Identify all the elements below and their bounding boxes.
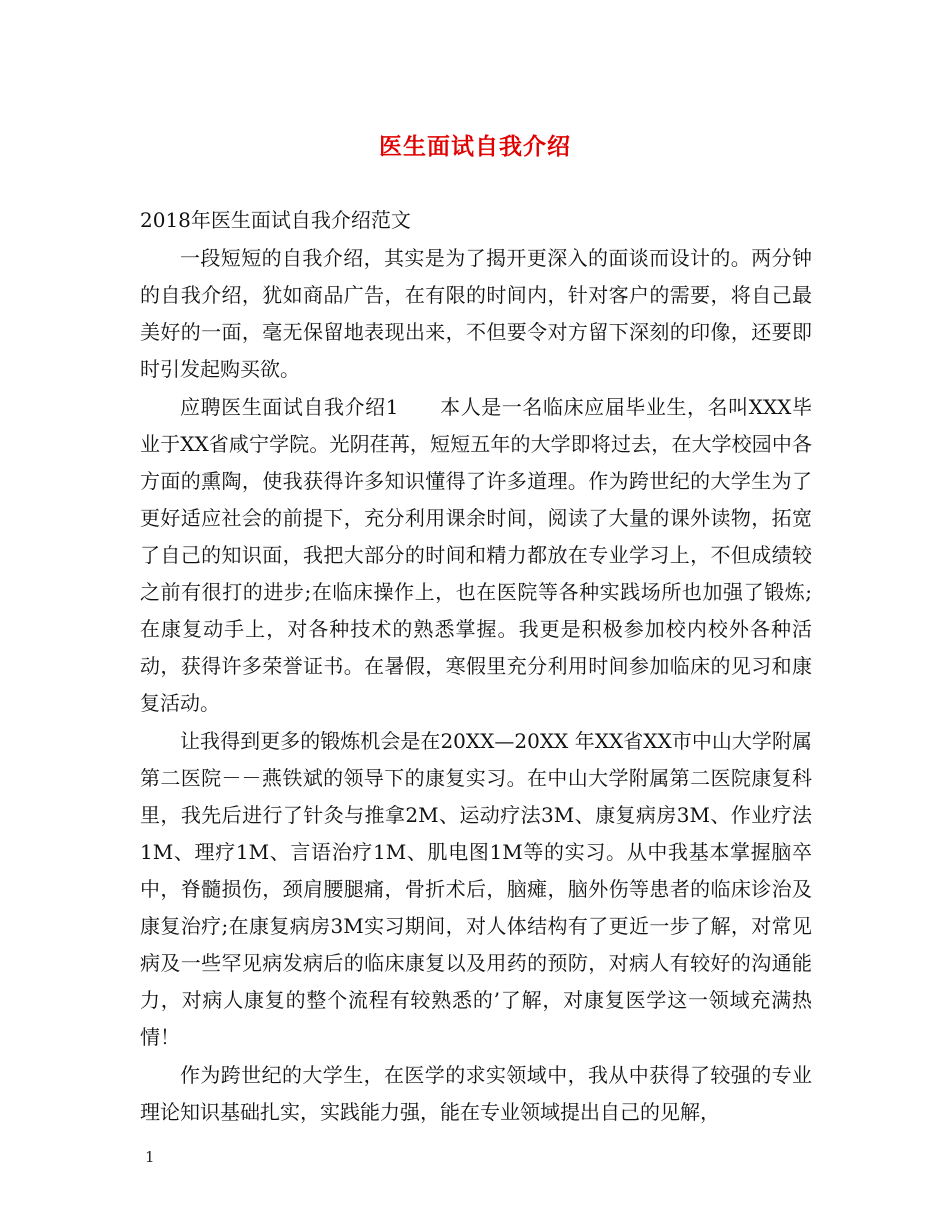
document-title: 医生面试自我介绍 (379, 133, 571, 160)
page-number: 1 (145, 1148, 155, 1166)
document-subtitle: 2018年医生面试自我介绍范文 (140, 208, 411, 232)
paragraph-internship: 让我得到更多的锻炼机会是在20XX—20XX 年XX省XX市中山大学附属第二医院－－燕铁斌的领导下的康复实习。在中山大学附属第二医院康复科里，我先后进行了针灸与推拿2M、运动疗法3M、康复病房3M、作业疗法1M、理疗1M、言语治疗1M、肌电图1M等的实习。从中我基本掌握脑卒中，脊髓损伤，颈肩腰腿痛，骨折术后，脑瘫，脑外伤等患者的临床诊治及康复治疗;在康复病房3M实习期间，对人体结构有了更近一步了解，对常见病及一些罕见病发病后的临床康复以及用药的预防，对病人有较好的沟通能力，对病人康复的整个流程有较熟悉的’了解，对康复医学这一领域充满热情！ (140, 729, 812, 1049)
paragraph-self-intro-1: 应聘医生面试自我介绍1 本人是一名临床应届毕业生，名叫XXX毕业于XX省咸宁学院。光阴荏苒，短短五年的大学即将过去，在大学校园中各方面的熏陶，使我获得许多知识懂得了许多道理。作为跨世纪的大学生为了更好适应社会的前提下，充分利用课余时间，阅读了大量的课外读物，拓宽了自己的知识面，我把大部分的时间和精力都放在专业学习上，不但成绩较之前有很打的进步;在临床操作上，也在医院等各种实践场所也加强了锻炼;在康复动手上，对各种技术的熟悉掌握。我更是积极参加校内校外各种活动，获得许多荣誉证书。在暑假，寒假里充分利用时间参加临床的见习和康复活动。 (140, 395, 812, 715)
paragraph-conclusion: 作为跨世纪的大学生，在医学的求实领域中，我从中获得了较强的专业理论知识基础扎实，实践能力强，能在专业领域提出自己的见解， (140, 1063, 812, 1124)
paragraph-intro: 一段短短的自我介绍，其实是为了揭开更深入的面谈而设计的。两分钟的自我介绍，犹如商品广告，在有限的时间内，针对客户的需要，将自己最美好的一面，毫无保留地表现出来，不但要令对方留下深刻的印像，还要即时引发起购买欲。 (140, 246, 812, 381)
document-body (140, 202, 812, 1131)
